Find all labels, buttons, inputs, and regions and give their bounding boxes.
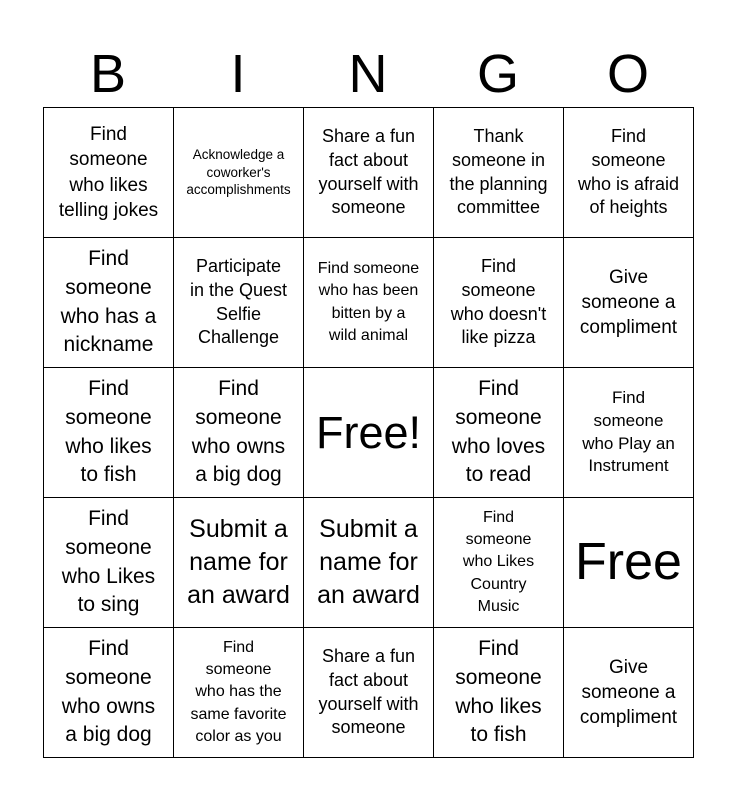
cell-text: Thank someone in the planning committee (449, 126, 548, 218)
bingo-cell[interactable] (174, 108, 304, 238)
board-row (44, 628, 694, 758)
cell-text: Find someone who likes to fish (65, 376, 152, 487)
cell-text: Free (575, 532, 682, 591)
cell-text: Free! (315, 406, 422, 458)
cell-text: Find someone who owns a big dog (191, 376, 286, 487)
bingo-cell[interactable] (434, 238, 564, 368)
bingo-cell[interactable] (304, 498, 434, 628)
cell-text: Submit a name for an award (187, 515, 290, 609)
cell-text: Find someone who Likes to sing (61, 506, 156, 617)
board-row (44, 368, 694, 498)
cell-text: Find someone who is afraid of heights (577, 126, 680, 218)
cell-text: Submit a name for an award (317, 515, 420, 609)
bingo-cell[interactable] (304, 238, 434, 368)
cell-text: Find someone who has a nickname (60, 246, 157, 357)
cell-text: Find someone who doesn't like pizza (450, 256, 547, 348)
cell-text: Find someone who Play an Instrument (582, 387, 675, 476)
header-letter-g: G (476, 44, 519, 104)
bingo-cell[interactable] (174, 238, 304, 368)
bingo-cell[interactable] (564, 628, 694, 758)
bingo-cell[interactable] (434, 108, 564, 238)
bingo-cell[interactable] (564, 108, 694, 238)
header-letter-b: B (89, 44, 127, 104)
cell-text: Participate in the Quest Selfie Challenge (189, 256, 288, 348)
board-row (44, 238, 694, 368)
bingo-cell[interactable] (174, 628, 304, 758)
cell-text: Find someone who likes telling jokes (58, 124, 159, 221)
board-row (44, 108, 694, 238)
cell-text: Find someone who has the same favorite color as you (190, 638, 287, 746)
cell-text: Share a fun fact about yourself with someone (318, 126, 419, 218)
bingo-cell[interactable] (44, 628, 174, 758)
cell-text: Find someone who likes to fish (455, 636, 542, 747)
cell-text: Give someone a compliment (579, 266, 678, 339)
cell-text: Share a fun fact about yourself with someone (318, 646, 419, 738)
cell-text: Acknowledge a coworker's accomplishments (186, 147, 291, 198)
header-letter-i: I (230, 44, 246, 104)
bingo-board (43, 107, 694, 758)
bingo-cell[interactable] (44, 498, 174, 628)
header-letter-n: N (348, 44, 388, 104)
bingo-header (43, 40, 693, 108)
cell-text: Give someone a compliment (579, 656, 678, 729)
bingo-cell[interactable] (304, 628, 434, 758)
bingo-cell[interactable] (44, 368, 174, 498)
bingo-cell[interactable] (44, 108, 174, 238)
bingo-cell[interactable] (44, 238, 174, 368)
free-space-cell[interactable] (304, 368, 434, 498)
bingo-cell[interactable] (564, 238, 694, 368)
cell-text: Find someone who has been bitten by a wild animal (317, 259, 420, 344)
bingo-cell[interactable] (434, 368, 564, 498)
bingo-cell[interactable] (434, 498, 564, 628)
cell-text: Find someone who owns a big dog (61, 636, 156, 747)
bingo-cell[interactable] (174, 498, 304, 628)
bingo-cell[interactable] (174, 368, 304, 498)
cell-text: Find someone who Likes Country Music (462, 508, 535, 616)
bingo-cell[interactable] (564, 368, 694, 498)
bingo-cell[interactable] (434, 628, 564, 758)
header-letter-o: O (606, 44, 649, 104)
cell-text: Find someone who loves to read (451, 376, 546, 487)
free-space-cell[interactable] (564, 498, 694, 628)
board-row (44, 498, 694, 628)
bingo-cell[interactable] (304, 108, 434, 238)
